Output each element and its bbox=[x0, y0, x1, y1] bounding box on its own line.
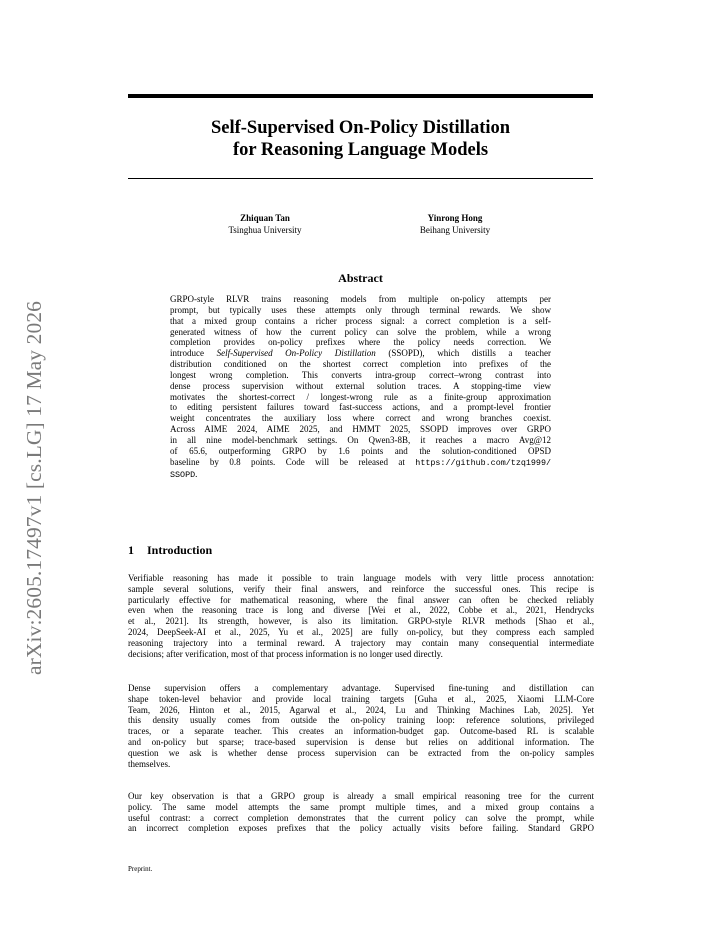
paragraph-line: et al., 2021]. Its strength, however, is also its limitation. GRPO-style RLVR methods [Shao et al., bbox=[128, 616, 594, 627]
abstract-line: weight concentrates the auxiliary loss where correct and wrong branches coexist. bbox=[170, 413, 551, 424]
abstract-line: Across AIME 2024, AIME 2025, and HMMT 2025, SSOPD improves over GRPO bbox=[170, 424, 551, 435]
paragraph-line: Verifiable reasoning has made it possible to train language models with very little process annotation: bbox=[128, 573, 594, 583]
abstract-code-line bbox=[170, 457, 551, 469]
paragraph-line: Team, 2026, Hinton et al., 2015, Agarwal et al., 2024, Lu and Thinking Machines Lab, 2025]. Yet bbox=[128, 704, 594, 715]
abstract-line: to editing persistent failures toward fast-success actions, and a prompt-level frontier bbox=[170, 402, 551, 413]
author-affiliation: Beihang University bbox=[419, 225, 491, 235]
paragraph-line: themselves. bbox=[128, 758, 171, 769]
paper-title-line-1: Self-Supervised On-Policy Distillation bbox=[210, 118, 511, 138]
paragraph-line: 2024, DeepSeek-AI et al., 2025, Yu et al., 2025] are fully on-policy, but they compress each sampled bbox=[128, 626, 594, 637]
paper-title bbox=[128, 117, 593, 161]
arxiv-identifier: arXiv:2605.17497v1 [cs.LG] 17 May 2026 bbox=[22, 300, 46, 675]
paragraph-line: question we ask is whether dense process supervision can be extracted from the on-policy samples bbox=[128, 747, 594, 758]
paper-title-line-2: for Reasoning Language Models bbox=[232, 140, 489, 160]
intro-paragraph-2 bbox=[128, 683, 594, 769]
abstract-line: motivates the shortest-correct / longest-wrong rule as a finite-group approximation bbox=[170, 391, 551, 402]
paragraph-line: useful contrast: a correct completion demonstrates that the current policy can solve the prompt, while bbox=[128, 812, 594, 823]
author-name: Yinrong Hong bbox=[427, 213, 483, 223]
abstract-heading: Abstract bbox=[338, 271, 383, 285]
paragraph-line: this density usually comes from outside the on-policy training loop: reference solutions, privileged bbox=[128, 715, 594, 726]
paragraph-line: and on-policy but sparse; trace-based supervision is dense but relies on additional information. The bbox=[128, 736, 594, 747]
abstract-code-line-end bbox=[170, 469, 551, 481]
abstract-code-prefix: baseline by 0.8 points. Code will be released at bbox=[170, 456, 416, 467]
intro-paragraph-3 bbox=[128, 791, 594, 834]
paragraph-line: even when the reasoning trace is long and diverse [Wei et al., 2022, Cobbe et al., 2021, Hendrycks bbox=[128, 605, 594, 616]
abstract-line: GRPO-style RLVR trains reasoning models from multiple on-policy attempts per bbox=[170, 294, 551, 304]
abstract-line: that a mixed group contains a richer process signal: a correct completion is a self- bbox=[170, 315, 551, 326]
title-top-rule bbox=[128, 94, 593, 98]
abstract-line: in all nine model-benchmark settings. On Qwen3-8B, it reaches a macro Avg@12 bbox=[170, 434, 551, 445]
paragraph-line: decisions; after verification, most of that process information is no longer used directly. bbox=[128, 648, 443, 659]
abstract-intro-suffix: (SSOPD), which distills a teacher bbox=[375, 348, 551, 359]
method-name-emphasis: Self-Supervised On-Policy Distillation bbox=[216, 348, 376, 359]
code-url-link-continued[interactable]: SSOPD bbox=[170, 469, 196, 480]
abstract-code-end: . bbox=[195, 468, 198, 479]
abstract-line: generated witness of how the current policy can solve the problem, while a wrong bbox=[170, 326, 551, 337]
abstract-line: of 65.6, outperforming GRPO by 1.6 points and the solution-conditioned OPSD bbox=[170, 445, 551, 456]
abstract-line: completion provides on-policy prefixes where the policy needs correction. We bbox=[170, 337, 551, 348]
abstract-intro-line bbox=[170, 348, 551, 359]
preprint-footnote: Preprint. bbox=[128, 865, 153, 873]
paragraph-line: policy. The same model attempts the same prompt multiple times, and a mixed group contains a bbox=[128, 801, 594, 812]
section-heading-introduction bbox=[128, 543, 212, 558]
abstract-line: distribution conditioned on the shortest correct completion into prefixes of the bbox=[170, 359, 551, 370]
intro-paragraph-1 bbox=[128, 573, 594, 659]
paragraph-line: shape token-level behavior and provide local training targets [Guha et al., 2025, Xiaomi LLM-Core bbox=[128, 693, 594, 704]
paragraph-line: traces, or a separate teacher. This creates an information-budget gap. Outcome-based RL is scalable bbox=[128, 726, 594, 737]
paragraph-line: Our key observation is that a GRPO group is already a small empirical reasoning tree for the current bbox=[128, 791, 594, 801]
title-bottom-rule bbox=[128, 178, 593, 179]
abstract-intro-prefix: introduce bbox=[170, 348, 217, 359]
author-affiliation: Tsinghua University bbox=[228, 225, 302, 235]
author-block-2 bbox=[380, 212, 530, 236]
paragraph-line: sample several solutions, verify their final answers, and reinforce the successful ones. This recipe is bbox=[128, 583, 594, 594]
paragraph-line: Dense supervision offers a complementary advantage. Supervised fine-tuning and distillation can bbox=[128, 683, 594, 693]
paragraph-line: reasoning trajectory into a terminal reward. A trajectory may contain many consequential intermediate bbox=[128, 637, 594, 648]
abstract-body bbox=[170, 294, 551, 480]
author-block-1 bbox=[190, 212, 340, 236]
paragraph-line: an incorrect completion exposes prefixes that the policy actually visits before failing. Standard GRPO bbox=[128, 823, 594, 834]
abstract-line: longest wrong completion. This converts intra-group correct–wrong contrast into bbox=[170, 369, 551, 380]
code-url-link[interactable]: https://github.com/tzq1999/ bbox=[415, 457, 551, 468]
section-number: 1 bbox=[128, 543, 134, 557]
section-title: Introduction bbox=[147, 543, 213, 557]
paragraph-line: particularly effective for mathematical reasoning, where the final answer can often be checked reliably bbox=[128, 594, 594, 605]
abstract-line: dense process supervision without external solution traces. A stopping-time view bbox=[170, 380, 551, 391]
author-name: Zhiquan Tan bbox=[240, 213, 290, 223]
abstract-line: prompt, but typically uses these attempts only through terminal rewards. We show bbox=[170, 304, 551, 315]
